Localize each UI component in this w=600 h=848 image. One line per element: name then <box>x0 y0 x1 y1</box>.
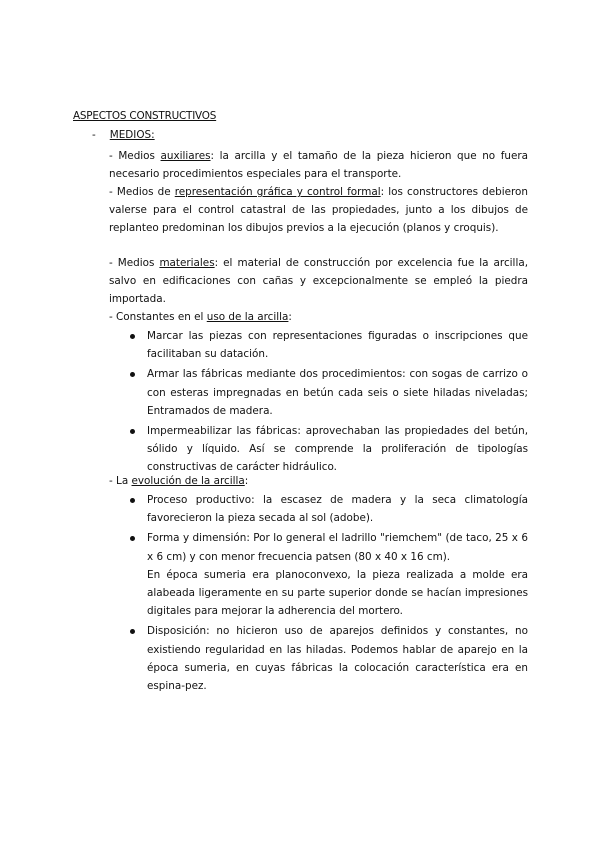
medios-label: MEDIOS: <box>109 129 155 141</box>
bullet-dot-icon <box>130 334 135 339</box>
paragraph-prefix: - Medios de <box>109 186 175 198</box>
list-item-text: Impermeabilizar las fábricas: aprovechaban las propiedades del betún, sólido y líquido. Así se comprende la proliferación de tipologías constructivas de carácter hidráulico. <box>147 425 528 474</box>
list-item-text: Disposición: no hicieron uso de aparejos definidos y constantes, no existiendo regularidad en las hiladas. Podemos hablar de aparejo en la época sumeria, en cuyas fábricas la colocación característica era en espina-pez. <box>147 625 528 693</box>
paragraph-text: : el material de construcción por excelencia fue la arcilla, salvo en edificaciones con cañas y excepcionalmente se empleó la piedra importada. <box>109 257 528 306</box>
constantes-bullet-list <box>130 327 528 477</box>
list-item-text: Proceso productivo: la escasez de madera y la seca climatología favorecieron la pieza secada al sol (adobe). <box>147 494 528 525</box>
list-item <box>130 422 528 477</box>
list-item <box>130 529 528 620</box>
list-item-text: Marcar las piezas con representaciones figuradas o inscripciones que facilitaban su datación. <box>147 330 528 361</box>
paragraph-prefix: - Medios <box>109 257 160 269</box>
paragraph-representacion <box>109 183 528 238</box>
underlined-term: evolución de la arcilla <box>131 475 245 487</box>
list-item <box>130 491 528 527</box>
underlined-term: uso de la arcilla <box>206 311 289 323</box>
list-item <box>130 327 528 363</box>
list-item-text: Armar las fábricas mediante dos procedimientos: con sogas de carrizo o con esteras impregnadas en betún cada seis o siete hiladas niveladas; Entramados de madera. <box>147 368 528 417</box>
list-item-continuation: En época sumeria era planoconvexo, la pieza realizada a molde era alabeada ligeramente en su parte superior donde se hacían impresiones digitales para mejorar la adherencia del mortero. <box>147 568 528 618</box>
bullet-dot-icon <box>130 498 135 503</box>
section-title: ASPECTOS CONSTRUCTIVOS <box>73 110 217 122</box>
paragraph-text: : <box>244 475 249 487</box>
paragraph-constantes <box>109 308 528 326</box>
bullet-dot-icon <box>130 372 135 377</box>
underlined-term: materiales <box>159 257 215 269</box>
paragraph-text: : la arcilla y el tamaño de la pieza hicieron que no fuera necesario procedimientos especiales para el transporte. <box>109 150 528 181</box>
underlined-term: auxiliares <box>160 150 211 162</box>
paragraph-prefix: - La <box>109 475 132 487</box>
dash-marker: - <box>92 129 96 141</box>
paragraph-auxiliares <box>109 147 528 183</box>
paragraph-text: : los constructores debieron valerse para el control catastral de las propiedades, junto a los dibujos de replanteo predominan los dibujos previos a la ejecución (planos y croquis). <box>109 186 528 235</box>
paragraph-materiales <box>109 254 528 309</box>
paragraph-prefix: - Constantes en el <box>109 311 207 323</box>
evolucion-bullet-list <box>130 491 528 695</box>
paragraph-evolucion <box>109 472 528 490</box>
underlined-term: representación gráfica y control formal <box>174 186 381 198</box>
bullet-dot-icon <box>130 429 135 434</box>
bullet-dot-icon <box>130 536 135 541</box>
medios-heading <box>92 129 155 141</box>
bullet-dot-icon <box>130 629 135 634</box>
paragraph-prefix: - Medios <box>109 150 161 162</box>
paragraph-text: : <box>288 311 292 323</box>
list-item <box>130 365 528 420</box>
list-item-text: Forma y dimensión: Por lo general el ladrillo "riemchem" (de taco, 25 x 6 x 6 cm) y con menor frecuencia patsen (80 x 40 x 16 cm). <box>147 532 528 563</box>
list-item <box>130 622 528 695</box>
